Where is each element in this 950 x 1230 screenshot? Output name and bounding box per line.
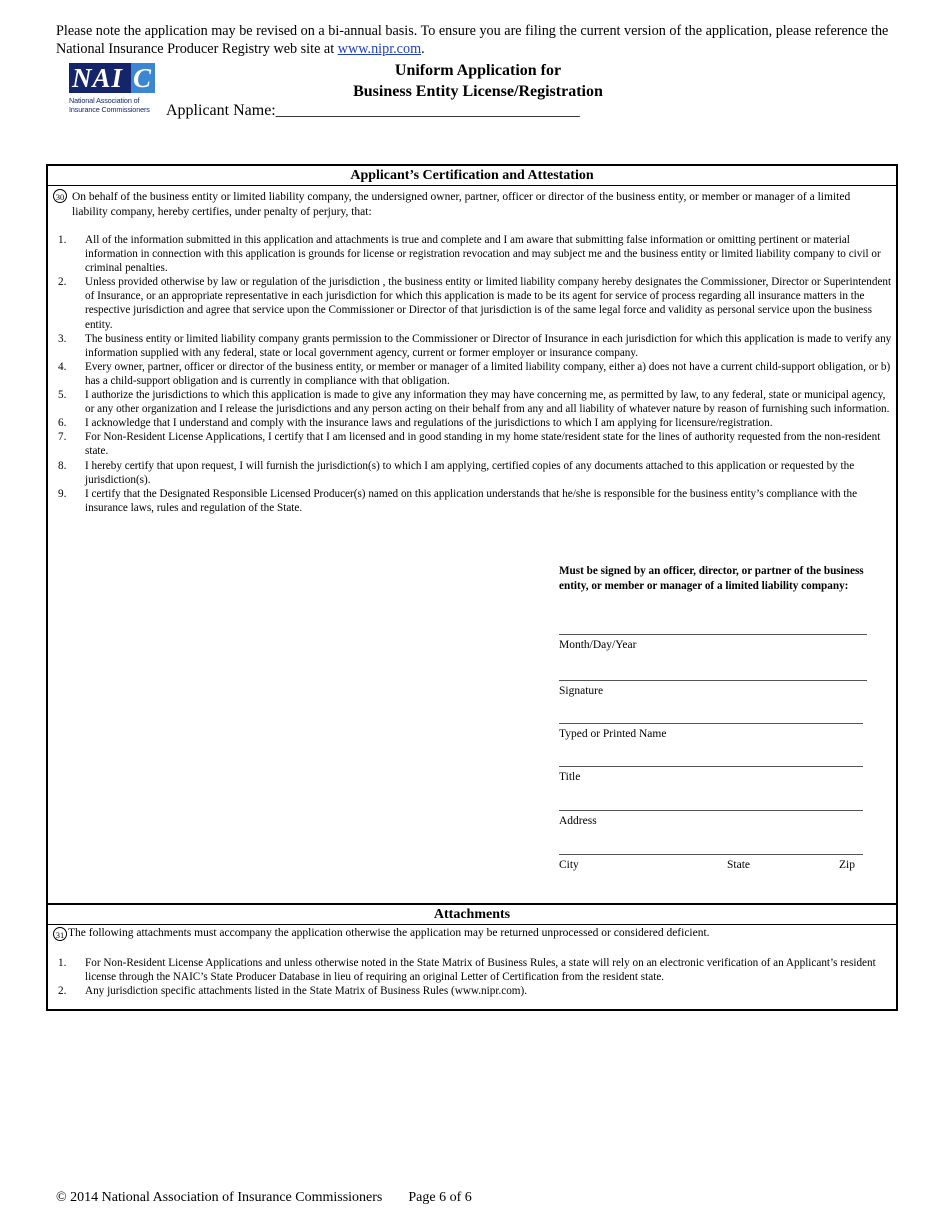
signature-label: Signature (559, 685, 604, 697)
address-field[interactable] (559, 810, 863, 828)
title-line (559, 766, 863, 767)
applicant-name-field[interactable]: Applicant Name:______________________________________ (166, 102, 580, 119)
item-text: I certify that the Designated Responsible Licensed Producer(s) named on this application understands that he/she is responsible for the business entity’s compliance with the insurance laws, rules and regulation of the State. (85, 487, 858, 514)
logo-caption (69, 96, 164, 114)
address-label: Address (559, 815, 597, 827)
item-text: I hereby certify that upon request, I will furnish the jurisdiction(s) to which I am applying, certified copies of any documents attached to this application or requested by the jurisdiction(s). (85, 459, 855, 486)
date-line (559, 634, 867, 635)
list-item (55, 416, 893, 430)
zip-label: Zip (839, 859, 855, 871)
item-number: 6. (58, 417, 67, 430)
date-label: Month/Day/Year (559, 639, 637, 651)
state-label: State (727, 859, 750, 871)
city-state-zip-line (559, 854, 863, 855)
form-title-line2: Business Entity License/Registration (353, 83, 603, 100)
item-number: 3. (58, 332, 67, 345)
naic-logo (69, 63, 159, 117)
printed-name-line (559, 723, 863, 724)
revision-notice (56, 22, 906, 58)
address-line (559, 810, 863, 811)
list-item (55, 275, 893, 331)
list-item (55, 459, 893, 487)
list-item (55, 388, 893, 416)
item-number: 4. (58, 360, 67, 373)
item-text: Unless provided otherwise by law or regulation of the jurisdiction , the business entity or limited liability company hereby designates the Commissioner, Director or Superintendent of Insurance, or an appropriate representative in each jurisdiction for which this application is made to be its agent for service of process regarding all insurance matters in the respective jurisdiction and agree that service upon the Commissioner or Director of that jurisdiction is of the same legal force and validity as personal service upon the business entity. (85, 276, 892, 331)
notice-text: Please note the application may be revised on a bi-annual basis. To ensure you are filing the current version of the application, please reference the National Insurance Producer Registry web site at (56, 23, 889, 57)
item-number: 1. (58, 234, 67, 246)
list-item (55, 430, 893, 458)
form-title-line1: Uniform Application for (394, 62, 562, 79)
signature-note: Must be signed by an officer, director, or partner of the business entity, or member or manager of a limited liability company: (559, 565, 864, 592)
attachments-heading: Attachments (48, 903, 896, 925)
item-text: For Non-Resident License Applications and unless otherwise noted in the State Matrix of Business Rules, a state will rely on an electronic verification of an Applicant’s resident license through the NAIC’s State Producer Database in lieu of requiring an original Letter of Certification from the resident state. (85, 957, 876, 984)
logo-c-block (131, 63, 155, 93)
list-item (55, 332, 893, 360)
section-number-31: 31 (53, 927, 67, 941)
item-text: The business entity or limited liability company grants permission to the Commissioner or Director of Insurance in each jurisdiction for which this application is made to verify any information supplied with any federal, state or local government agency, current or former employer or insurance company. (85, 332, 892, 359)
printed-name-field[interactable] (559, 723, 863, 741)
logo-letters: NAI (72, 63, 124, 93)
section-number-30: 30 (53, 189, 67, 203)
title-field[interactable] (559, 766, 863, 784)
form-section-box (46, 164, 898, 1011)
item-text: Any jurisdiction specific attachments listed in the State Matrix of Business Rules (www.nipr.com). (85, 985, 528, 998)
signature-line (559, 680, 867, 681)
page-footer (56, 1190, 472, 1206)
footer-page-number: Page 6 of 6 (408, 1190, 472, 1205)
item-text: Every owner, partner, officer or director of the business entity, or member or manager of a limited liability company, either a) does not have a current child-support obligation, or b) has a child-support obligation and is currently in compliance with that obligation. (85, 360, 891, 387)
item-text: For Non-Resident License Applications, I certify that I am licensed and in good standing in my home state/resident state for the lines of authority requested from the non-resident state. (85, 431, 881, 458)
date-field[interactable] (559, 634, 867, 652)
list-item (55, 360, 893, 388)
certification-intro-text: On behalf of the business entity or limited liability company, the undersigned owner, partner, officer or director of the business entity, or member or manager of a limited liability company, hereby certifies, under penalty of perjury, that: (72, 191, 851, 218)
attachments-list (55, 956, 893, 998)
printed-name-label: Typed or Printed Name (559, 728, 667, 740)
item-text: I authorize the jurisdictions to which this application is made to give any information they may have concerning me, as permitted by law, to any federal, state or municipal agency, or any other organization and I release the jurisdictions and any person acting on their behalf from any and all liability of whatever nature by reason of furnishing such information. (85, 389, 890, 416)
certification-intro (72, 190, 887, 220)
certification-list (55, 233, 893, 515)
attachments-intro: The following attachments must accompany the application otherwise the application may be returned unprocessed or considered deficient. (68, 927, 710, 939)
title-label: Title (559, 771, 581, 783)
item-number: 8. (58, 459, 67, 472)
item-number: 2. (58, 985, 67, 998)
item-number: 2. (58, 276, 67, 289)
certification-heading: Applicant’s Certification and Attestation (48, 166, 896, 186)
footer-copyright: © 2014 National Association of Insurance Commissioners (56, 1190, 383, 1205)
item-text: All of the information submitted in this application and attachments is true and complete and I am aware that submitting false information or omitting pertinent or material information in connection with this application is grounds for license or registration revocation and may subject me and the business entity or limited liability company to civil or criminal penalties. (85, 234, 881, 275)
logo-mark (69, 63, 155, 93)
form-title (300, 60, 656, 102)
city-state-zip-field[interactable] (559, 854, 863, 872)
signature-block (559, 564, 869, 871)
signature-field[interactable] (559, 680, 867, 698)
logo-caption-line1: National Association of (69, 96, 140, 105)
list-item (55, 984, 893, 998)
item-number: 9. (58, 487, 67, 500)
logo-letter-c: C (133, 63, 152, 93)
city-label: City (559, 859, 579, 871)
list-item (55, 233, 893, 275)
list-item (55, 956, 893, 984)
item-text: I acknowledge that I understand and comply with the insurance laws and regulations of the jurisdictions to which I am applying for licensure/registration. (85, 417, 773, 430)
nipr-link[interactable]: www.nipr.com (337, 41, 422, 57)
list-item (55, 487, 893, 515)
item-number: 1. (58, 957, 67, 969)
notice-suffix: . (421, 41, 425, 57)
city-state-zip-labels (559, 858, 863, 872)
item-number: 5. (58, 389, 67, 402)
item-number: 7. (58, 431, 67, 444)
logo-caption-line2: Insurance Commissioners (69, 105, 150, 114)
